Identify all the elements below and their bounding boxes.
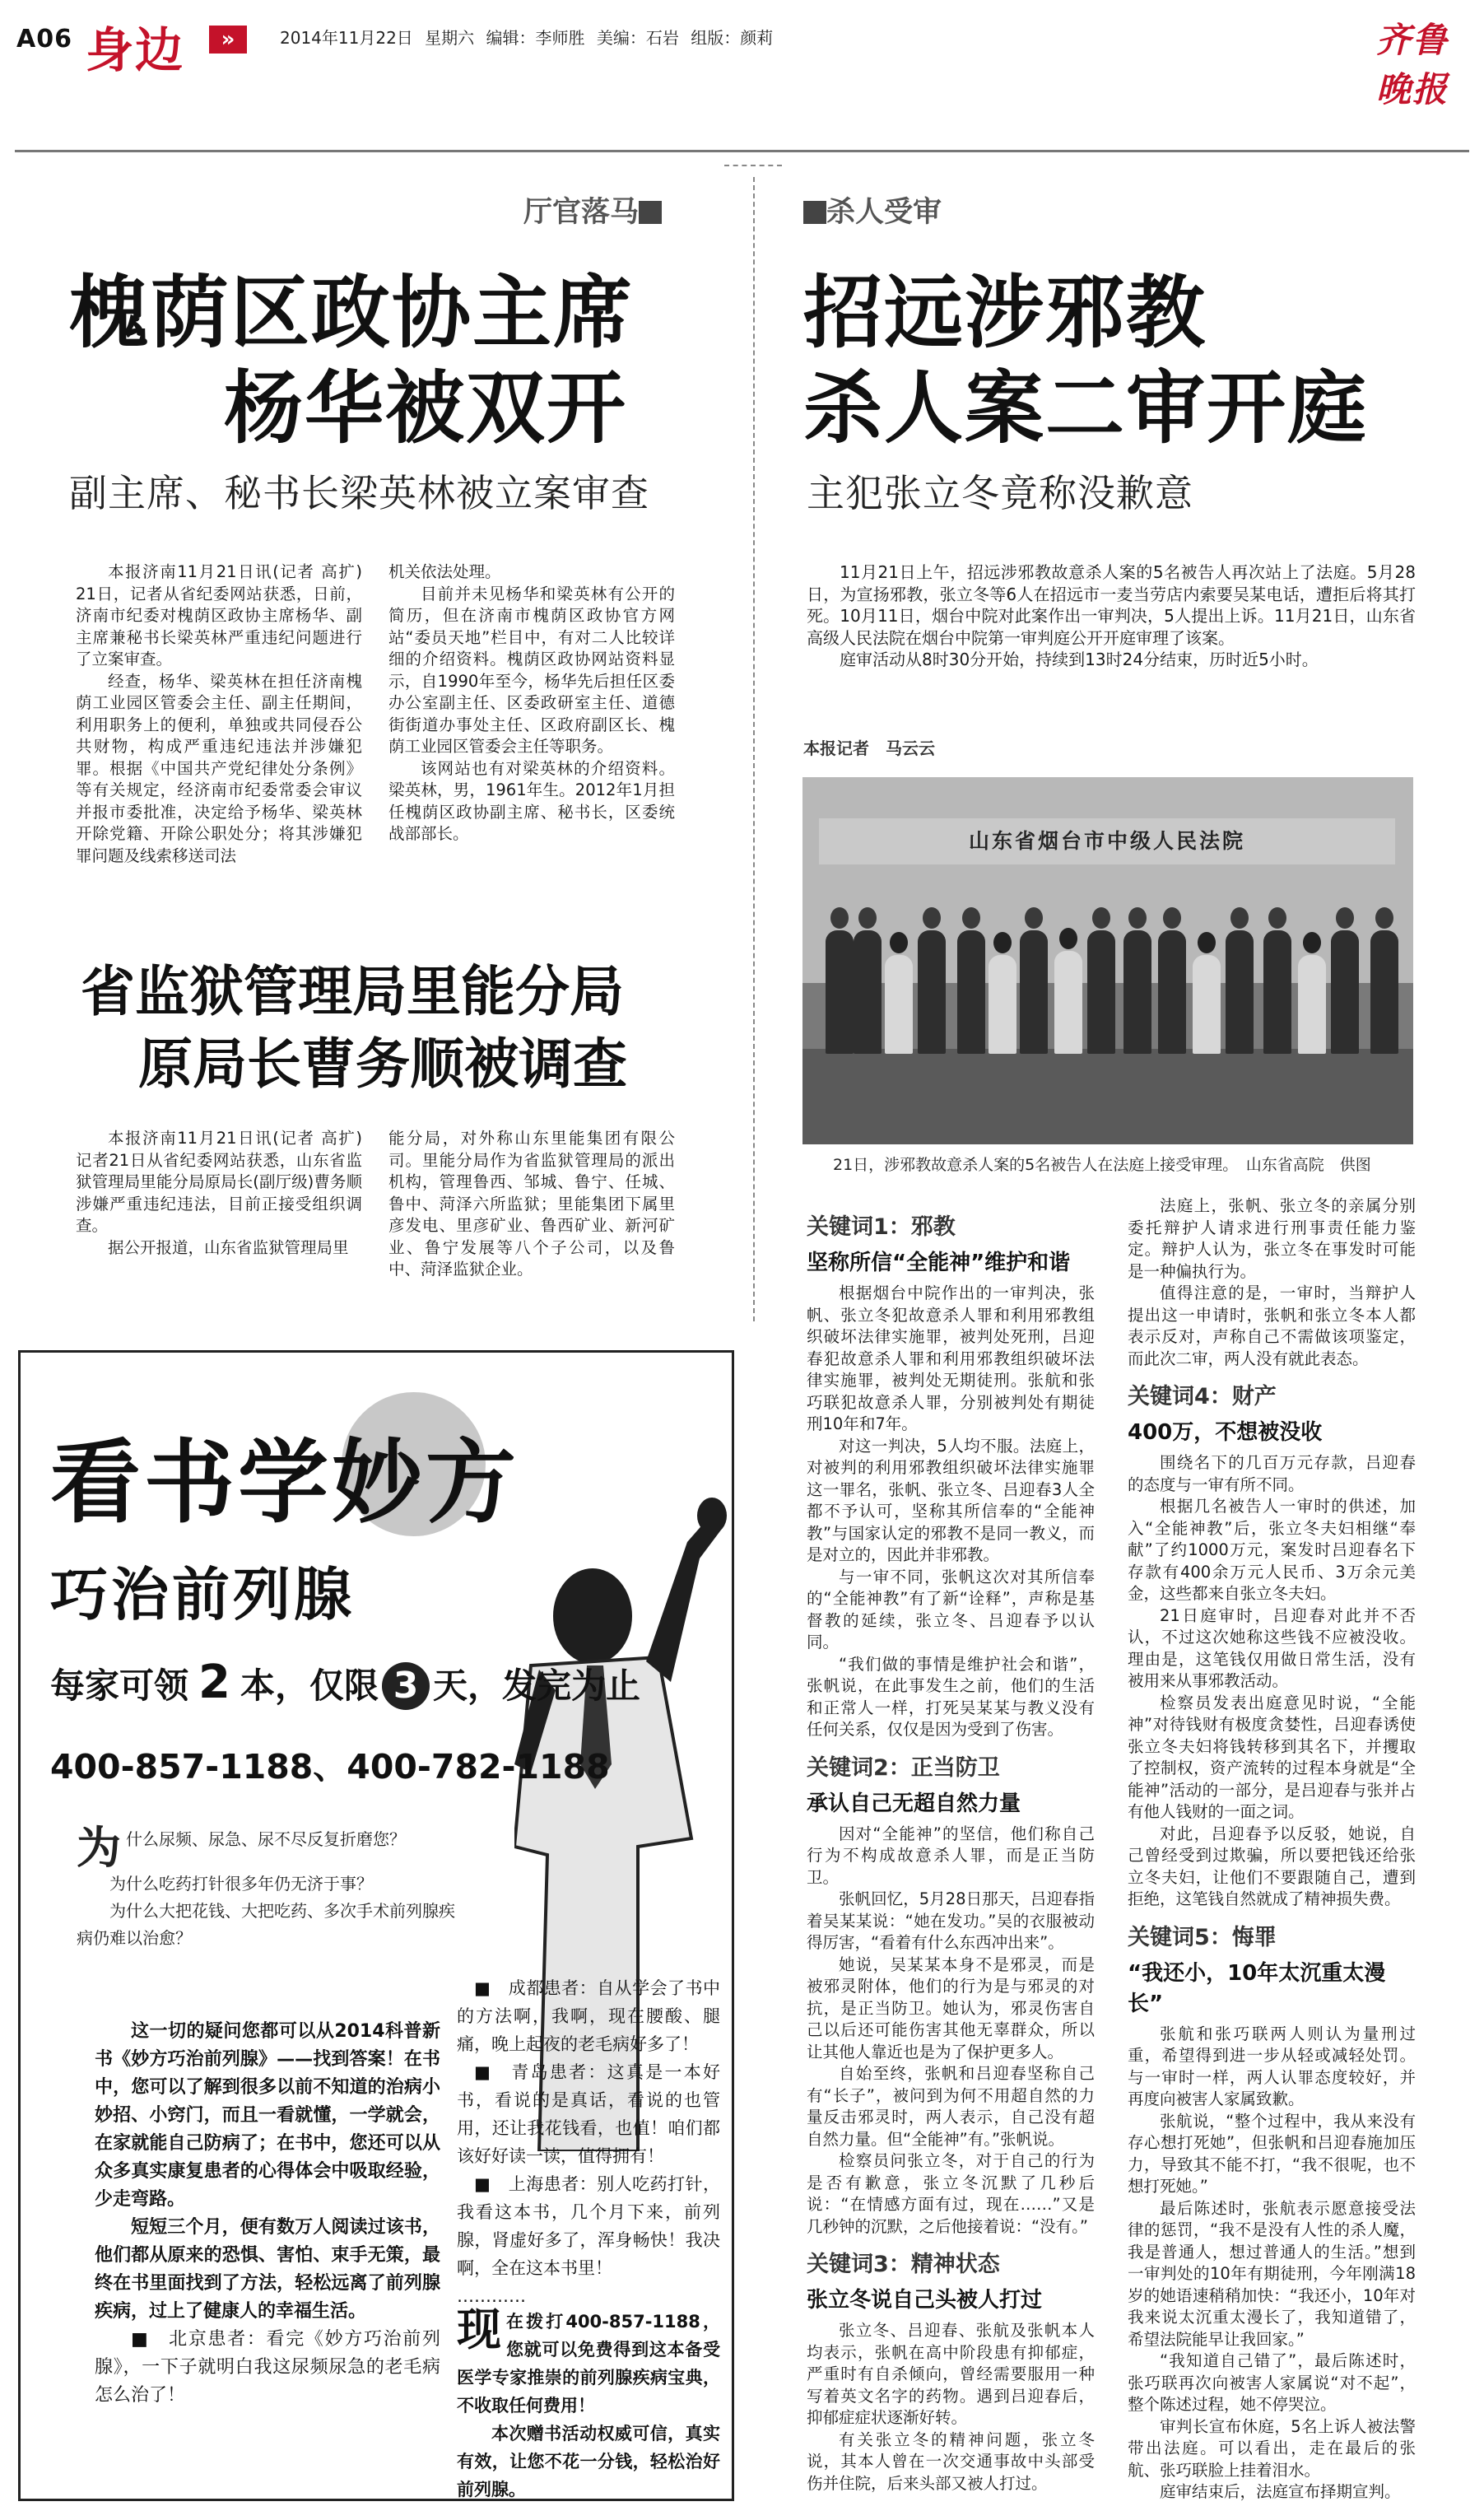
editor-credit: 编辑：李师胜 xyxy=(486,28,585,48)
story3-byline: 本报记者 马云云 xyxy=(803,738,935,758)
keyword-1-body: 根据烟台中院作出的一审判决，张帆、张立冬犯故意杀人罪和利用邪教组织破坏法律实施罪，被判处死刑，吕迎春犯故意杀人罪和利用邪教组织破坏法律实施罪，被判处无期徒刑。张航和张巧联犯故意杀人罪，分别被判处有期徒刑10年和7年。 对这一判决，5人均不服。法庭上，对被判的利用邪教组织破坏法律实施罪这一罪名，张帆、张立冬、吕迎春3人全都不予认可，坚称其所信奉的“全能神教”与国家认定的邪教不是同一教义，而是对立的，因此并非邪教。 与一审不同，张帆这次对其所信奉的“全能神教”有了新“诠释”，声称是基督教的延续，张立冬、吕迎春予以认同。 “我们做的事情是维护社会和谐”，张帆说，在此事发生之前，他们的生活和正常人一样，打死吴某某与教义没有任何关系，仅仅是因为受到了伤害。 xyxy=(807,1283,1095,1739)
ad-testimonials: ■ 成都患者：自从学会了书中的方法啊，我啊，现在腰酸、腿痛，晚上起夜的老毛病好多了！ ■ 青岛患者：这真是一本好书，看说的是真话，看说的也管用，还让我花钱看，也值！咱们都该好好读一读，值得拥有！ ■ 上海患者：别人吃药打针，我看这本书，几个月下来，前列腺，肾虚好多了，浑身畅快！我决啊，全在这本书里！ ………… xyxy=(457,1978,720,2306)
keyword-4-label: 关键词4：财产 xyxy=(1128,1384,1277,1409)
photo-figure xyxy=(826,930,854,1054)
ad-phone-numbers[interactable]: 400-857-1188、400-782-1188 xyxy=(50,1747,610,1787)
courtroom-photo xyxy=(802,777,1413,1144)
column-divider xyxy=(753,177,755,1321)
photo-figure xyxy=(1331,930,1359,1054)
photo-figure xyxy=(1263,930,1291,1054)
story1-column-2: 机关依法处理。 目前并未见杨华和梁英林有公开的简历，但在济南市槐荫区政协官方网站“委员天地”栏目中，有对二人比较详细的介绍资料。槐荫区政协网站资料显示，自1990年至今，杨华先后担任区委办公室副主任、区委政研室主任、道德街街道办事处主任、区政府副区长、槐荫工业园区管委会主任等职务。 该网站也有对梁英林的介绍资料。梁英林，男，1961年生。2012年1月担任槐荫区政协副主席、秘书长，区委统战部部长。 xyxy=(388,562,675,843)
keyword-5-label: 关键词5：悔罪 xyxy=(1128,1924,1277,1950)
keyword-3-continued: 法庭上，张帆、张立冬的亲属分别委托辩护人请求进行刑事责任能力鉴定。辩护人认为，张立冬在事发时可能是一种偏执行为。 值得注意的是，一审时，当辩护人提出这一申请时，张帆和张立冬本人都表示反对，声称自己不需做该项鉴定，而此次二审，两人没有就此表态。 xyxy=(1128,1196,1416,1368)
keyword-3-label: 关键词3：精神状态 xyxy=(807,2252,1000,2277)
divider-corner xyxy=(724,165,782,206)
issue-weekday: 星期六 xyxy=(425,28,475,48)
advertisement xyxy=(18,1350,734,2501)
story3-subhead: 主犯张立冬竟称没歉意 xyxy=(807,471,1193,515)
keyword-5-body: 张航和张巧联两人则认为量刑过重，希望得到进一步从轻或减轻处罚。与一审时一样，两人认罪态度较好，并再度向被害人家属致歉。 张航说，“整个过程中，我从来没有存心想打死她”，但张帆和吕迎春施加压力，导致其不能不打，“我不很呢，也不想打死她。” 最后陈述时，张航表示愿意接受法律的惩罚，“我不是没有人性的杀人魔，我是普通人，想过普通人的生活。”想到一审判处的10年有期徒刑，今年刚满18岁的她语速稍稍加快：“我还小，10年对我来说太沉重太漫长了，我知道错了，希望法院能早让我回家。” “我知道自己错了”，最后陈述时，张巧联再次向被害人家属说“对不起”，整个陈述过程，她不停哭泣。 审判长宣布休庭，5名上诉人被法警带出法庭。可以看出，走在最后的张航、张巧联脸上挂着泪水。 庭审结束后，法庭宣布择期宣判。 xyxy=(1128,2024,1416,2501)
keyword-3-subhead: 张立冬说自己头被人打过 xyxy=(807,2288,1043,2313)
section-arrow-icon: » xyxy=(209,26,247,54)
story2-column-2: 能分局，对外称山东里能集团有限公司。里能分局作为省监狱管理局的派出机构，管理鲁西、邹城、鲁宁、任城、鲁中、菏泽六所监狱；里能集团下属里彦发电、里彦矿业、鲁西矿业、新河矿业、鲁宁发展等八个子公司，以及鲁中、菏泽监狱企业。 xyxy=(388,1129,675,1279)
photo-figure xyxy=(989,955,1016,1054)
story2-headline-line1: 省监狱管理局里能分局 xyxy=(81,960,624,1023)
photo-figure xyxy=(1193,955,1221,1054)
story2-headline-line2: 原局长曹务顺被调查 xyxy=(138,1032,627,1096)
ad-subtitle: 巧治前列腺 xyxy=(50,1561,355,1628)
story1-subhead: 副主席、秘书长梁英林被立案审查 xyxy=(69,471,649,515)
keyword-5-subhead: “我还小，10年太沉重太漫长” xyxy=(1128,1960,1386,2016)
photo-figure xyxy=(1123,930,1151,1054)
keyword-1-label: 关键词1：邪教 xyxy=(807,1214,956,1240)
story2-column-1: 本报济南11月21日讯(记者 高扩) 记者21日从省纪委网站获悉，山东省监狱管理局里能分局原局长(副厅级)曹务顺涉嫌严重违纪违法，目前正接受组织调查。 据公开报道，山东省监狱管理局里 xyxy=(76,1129,362,1257)
page-number: A06 xyxy=(16,25,72,54)
photo-figure xyxy=(1087,930,1115,1054)
story3-headline-line2: 杀人案二审开庭 xyxy=(803,362,1368,454)
story3-column-left xyxy=(807,1209,1095,2495)
photo-figure xyxy=(1158,930,1186,1054)
photo-figure xyxy=(854,930,882,1054)
story3-column-right xyxy=(1128,1195,1416,2504)
ad-body-left: 这一切的疑问您都可以从2014科普新书《妙方巧治前列腺》——找到答案！在书中，您可以了解到很多以前不知道的治病小妙招、小窍门，而且一看就懂，一学就会，在家就能自己防病了；在书中，您还可以从众多真实康复患者的心得体会中吸取经验，少走弯路。 短短三个月，便有数万人阅读过该书，他们都从原来的恐惧、害怕、束手无策，最终在书里面找到了方法，轻松远离了前列腺疾病，过上了健康人的幸福生活。 ■ 北京患者：看完《妙方巧治前列腺》，一下子就明白我这尿频尿急的老毛病怎么治了！ xyxy=(95,2021,440,2406)
story1-column-1: 本报济南11月21日讯(记者 高扩) 21日，记者从省纪委网站获悉，日前，济南市纪委对槐荫区政协主席杨华、副主席兼秘书长梁英林严重违纪问题进行了立案审查。 经查，杨华、梁英林在担任济南槐荫工业园区管委会主任、副主任期间，利用职务上的便利，单独或共同侵吞公共财物，构成严重违纪违法并涉嫌犯罪。根据《中国共产党纪律处分条例》等有关规定，经济南市纪委常委会审议并报市委批准，决定给予杨华、梁英林开除党籍、开除公职处分；将其涉嫌犯罪问题及线索移送司法 xyxy=(76,562,362,865)
issue-date: 2014年11月22日 xyxy=(280,28,413,48)
newspaper-logo: 齐鲁晚报 xyxy=(1376,20,1449,109)
keyword-2-body: 因对“全能神”的坚信，他们称自己行为不构成故意杀人罪，而是正当防卫。 张帆回忆，5月28日那天，吕迎春指着吴某某说：“她在发功。”吴的衣服被动得厉害，“看着有什么东西冲出来”。 她说，吴某某本身不是邪灵，而是被邪灵附体，他们的行为是与邪灵的对抗，是正当防卫。她认为，邪灵伤害自己以后还可能伤害其他无辜群众，所以让其他人靠近也是为了保护更多人。 自始至终，张帆和吕迎春坚称自己有“长子”，被问到为何不用超自然的力量反击邪灵时，两人表示，自己没有超自然力量。但“全能神”有。”张帆说。 检察员问张立冬，对于自己的行为是否有歉意，张立冬沉默了几秒后说：“在情感方面有过，现在……”又是几秒钟的沉默，之后他接着说：“没有。” xyxy=(807,1824,1095,2236)
ad-title: 看书学妙方 xyxy=(50,1429,519,1535)
ad-questions: 为什么尿频、尿急、尿不尽反复折磨您？ 为什么吃药打针很多年仍无济于事？ 为什么大把花钱、大把吃药、多次手术前列腺疾病仍难以治愈？ xyxy=(77,1822,455,1948)
story3-headline-line1: 招远涉邪教 xyxy=(803,267,1207,359)
photo-figure xyxy=(1298,955,1326,1054)
court-banner: 山东省烟台市中级人民法院 xyxy=(819,818,1395,864)
photo-figure xyxy=(918,930,946,1054)
photo-figure xyxy=(885,955,913,1054)
story1-kicker: 厅官落马 xyxy=(523,189,662,231)
keyword-3-body: 张立冬、吕迎春、张航及张帆本人均表示，张帆在高中阶段患有抑郁症，严重时有自杀倾向，曾经需要服用一种写着英文名字的药物。遇到吕迎春后，抑郁症症状逐渐好转。 有关张立冬的精神问题，张立冬说，其本人曾在一次交通事故中头部受伤并住院，后来头部又被人打过。 xyxy=(807,2321,1095,2493)
keyword-2-label: 关键词2：正当防卫 xyxy=(807,1754,1000,1781)
story3-kicker: 杀人受审 xyxy=(803,189,942,231)
header-meta xyxy=(280,25,773,49)
story1-headline-line2: 杨华被双开 xyxy=(224,362,627,454)
photo-caption: 21日，涉邪教故意杀人案的5名被告人在法庭上接受审理。 山东省高院 供图 xyxy=(833,1156,1371,1174)
photo-floor xyxy=(802,1049,1413,1144)
photo-figure xyxy=(1226,930,1254,1054)
proof-credit: 组版：颜莉 xyxy=(691,28,774,48)
ad-offer: 每家可领 2 本，仅限 3 天，发完为止 xyxy=(50,1656,641,1709)
designer-credit: 美编：石岩 xyxy=(596,28,679,48)
kicker-square-icon xyxy=(639,201,662,224)
kicker-square-icon xyxy=(803,201,826,224)
keyword-1-subhead: 坚称所信“全能神”维护和谐 xyxy=(807,1251,1071,1275)
keyword-4-body: 围绕名下的几百万元存款，吕迎春的态度与一审有所不同。 根据几名被告人一审时的供述，加入“全能神教”后，张立冬夫妇相继“奉献”了约1000万元，案发时吕迎春名下存款有400余万元人民币、3万余元美金，这些都来自张立冬夫妇。 21日庭审时，吕迎春对此并不否认，不过这次她称这些钱不应被没收。理由是，这笔钱仅用做日常生活，没有被用来从事邪教活动。 检察员发表出庭意见时说，“全能神”对待钱财有极度贪婪性，吕迎春诱使张立冬夫妇将钱转移到其名下，并攫取了控制权，资产流转的过程本身就是“全能神”活动的一部分，是吕迎春与张并占有他人钱财的一面之词。 对此，吕迎春予以反驳，她说，自己曾经受到过欺骗，所以要把钱还给张立冬夫妇，让他们不要跟随自己，遭到拒绝，这笔钱自然就成了精神损失费。 xyxy=(1128,1453,1416,1908)
photo-figure xyxy=(1370,930,1398,1054)
photo-figure xyxy=(1054,951,1082,1054)
keyword-2-subhead: 承认自己无超自然力量 xyxy=(807,1791,1021,1816)
story1-headline-line1: 槐荫区政协主席 xyxy=(69,267,634,359)
story3-lead: 11月21日上午，招远涉邪教故意杀人案的5名被告人再次站上了法庭。5月28日，为宣扬邪教，张立冬等6人在招远市一麦当劳店内索要吴某电话，遭拒后将其打死。10月11日，烟台中院对此案作出一审判决，5人提出上诉。11月21日，山东省高级人民法院在烟台中院第一审判庭公开开庭审理了该案。 庭审活动从8时30分开始，持续到13时24分结束，历时近5小时。 xyxy=(807,562,1416,669)
ad-call-to-action: 现在拨打400-857-1188，您就可以免费得到这本备受医学专家推崇的前列腺疾病宝典，不收取任何费用！ 本次赠书活动权威可信，真实有效，让您不花一分钱，轻松治好前列腺。 xyxy=(457,2304,720,2499)
photo-figure xyxy=(957,930,985,1054)
photo-figure xyxy=(1020,930,1048,1054)
keyword-4-subhead: 400万，不想被没收 xyxy=(1128,1420,1323,1445)
header-rule xyxy=(15,150,1469,152)
section-title: 身边 xyxy=(86,22,185,78)
